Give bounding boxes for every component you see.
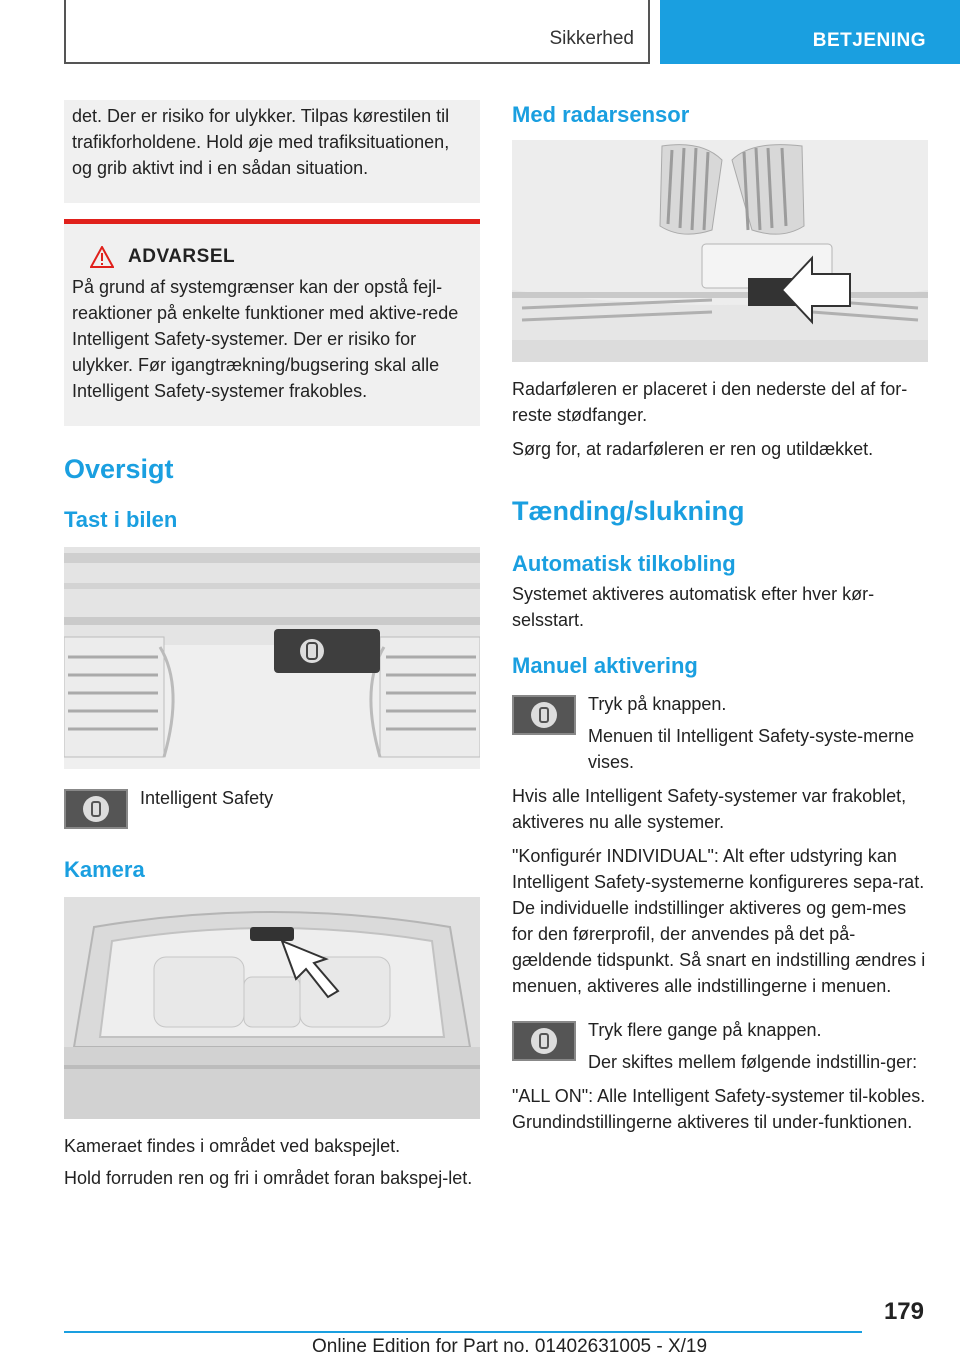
footer-edition-text: Online Edition for Part no. 01402631005 - X/19 [312,1336,708,1357]
figure-radar-sensor [512,140,928,362]
heading-on-off: Tænding/slukning [512,496,745,526]
header-chapter-tab [660,0,960,64]
warning-title: ADVARSEL [128,246,236,267]
camera-text-1: Kameraet findes i området ved bakspejlet. [64,1136,401,1156]
auto-activation-text: Systemet aktiveres automatisk efter hver kør-selsstart. [512,584,875,630]
heading-button-in-car: Tast i bilen [64,507,178,532]
intelligent-safety-button-icon [64,789,128,829]
radar-illustration [512,140,928,362]
warning-header [72,246,472,268]
continued-warning-text: det. Der er risiko for ulykker. Tilpas kørestilen til trafikforholdene. Hold øje med trafiksituationen, og grib aktivt ind i en sådan situation. [72,106,450,178]
camera-text-2: Hold forruden ren og fri i området foran bakspej-let. [64,1168,473,1188]
button-legend-row [64,785,480,829]
heading-manual-activation: Manuel aktivering [512,653,698,678]
intelligent-safety-button-icon [512,1021,576,1061]
figure-dashboard-button [64,547,480,769]
heading-radar: Med radarsensor [512,102,690,127]
figure-camera [64,897,480,1119]
manual-text-2: "Konfigurér INDIVIDUAL": Alt efter udstyring kan Intelligent Safety-systemerne konfigureres sepa-rat. De individuelle indstillinger aktiveres og gem-mes for den førerprofil, der anvendes på det på-gældende tidspunkt. Så snart en indstilling ændres i menuen, aktiveres alle indstillingerne i menuen. [512,846,926,996]
warning-text: På grund af systemgrænser kan der opstå fejl-reaktioner på enkelte funktioner med aktive-rede Intelligent Safety-systemer. Der er risiko for ulykker. Før igangtrækning/bugsering skal alle Intelligent Safety-systemer frakobles. [72,277,459,401]
manual-step-block [512,691,928,775]
repeat-step-1: Tryk flere gange på knappen. [588,1020,822,1040]
continued-warning-box [64,100,480,203]
repeat-step-2: Der skiftes mellem følgende indstillin-ger: [588,1052,918,1072]
camera-illustration [64,897,480,1119]
heading-camera: Kamera [64,857,145,882]
footer-rule [64,1331,862,1333]
warning-box [64,219,480,426]
repeat-step-block [512,1017,928,1075]
header-chapter-title: BETJENING [812,30,926,51]
right-column [512,100,928,1135]
left-column [64,100,480,1191]
header-section-title: Sikkerhed [549,28,634,49]
radar-text-1: Radarføleren er placeret i den nederste del af for-reste stødfanger. [512,379,908,425]
dashboard-illustration [64,547,480,769]
all-on-text: "ALL ON": Alle Intelligent Safety-systemer til-kobles. Grundindstillingerne aktiveres til under-funktionen. [512,1086,926,1132]
manual-step-1: Tryk på knappen. [588,694,727,714]
warning-triangle-icon [90,246,114,268]
manual-step-2: Menuen til Intelligent Safety-syste-merne vises. [588,726,915,772]
radar-text-2: Sørg for, at radarføleren er ren og utildækket. [512,439,874,459]
heading-overview: Oversigt [64,454,174,484]
header-section-tab [64,0,650,64]
manual-text-1: Hvis alle Intelligent Safety-systemer var frakoblet, aktiveres nu alle systemer. [512,786,907,832]
heading-auto-activation: Automatisk tilkobling [512,551,736,576]
button-legend-label: Intelligent Safety [140,788,274,808]
page-number: 179 [883,1298,924,1325]
